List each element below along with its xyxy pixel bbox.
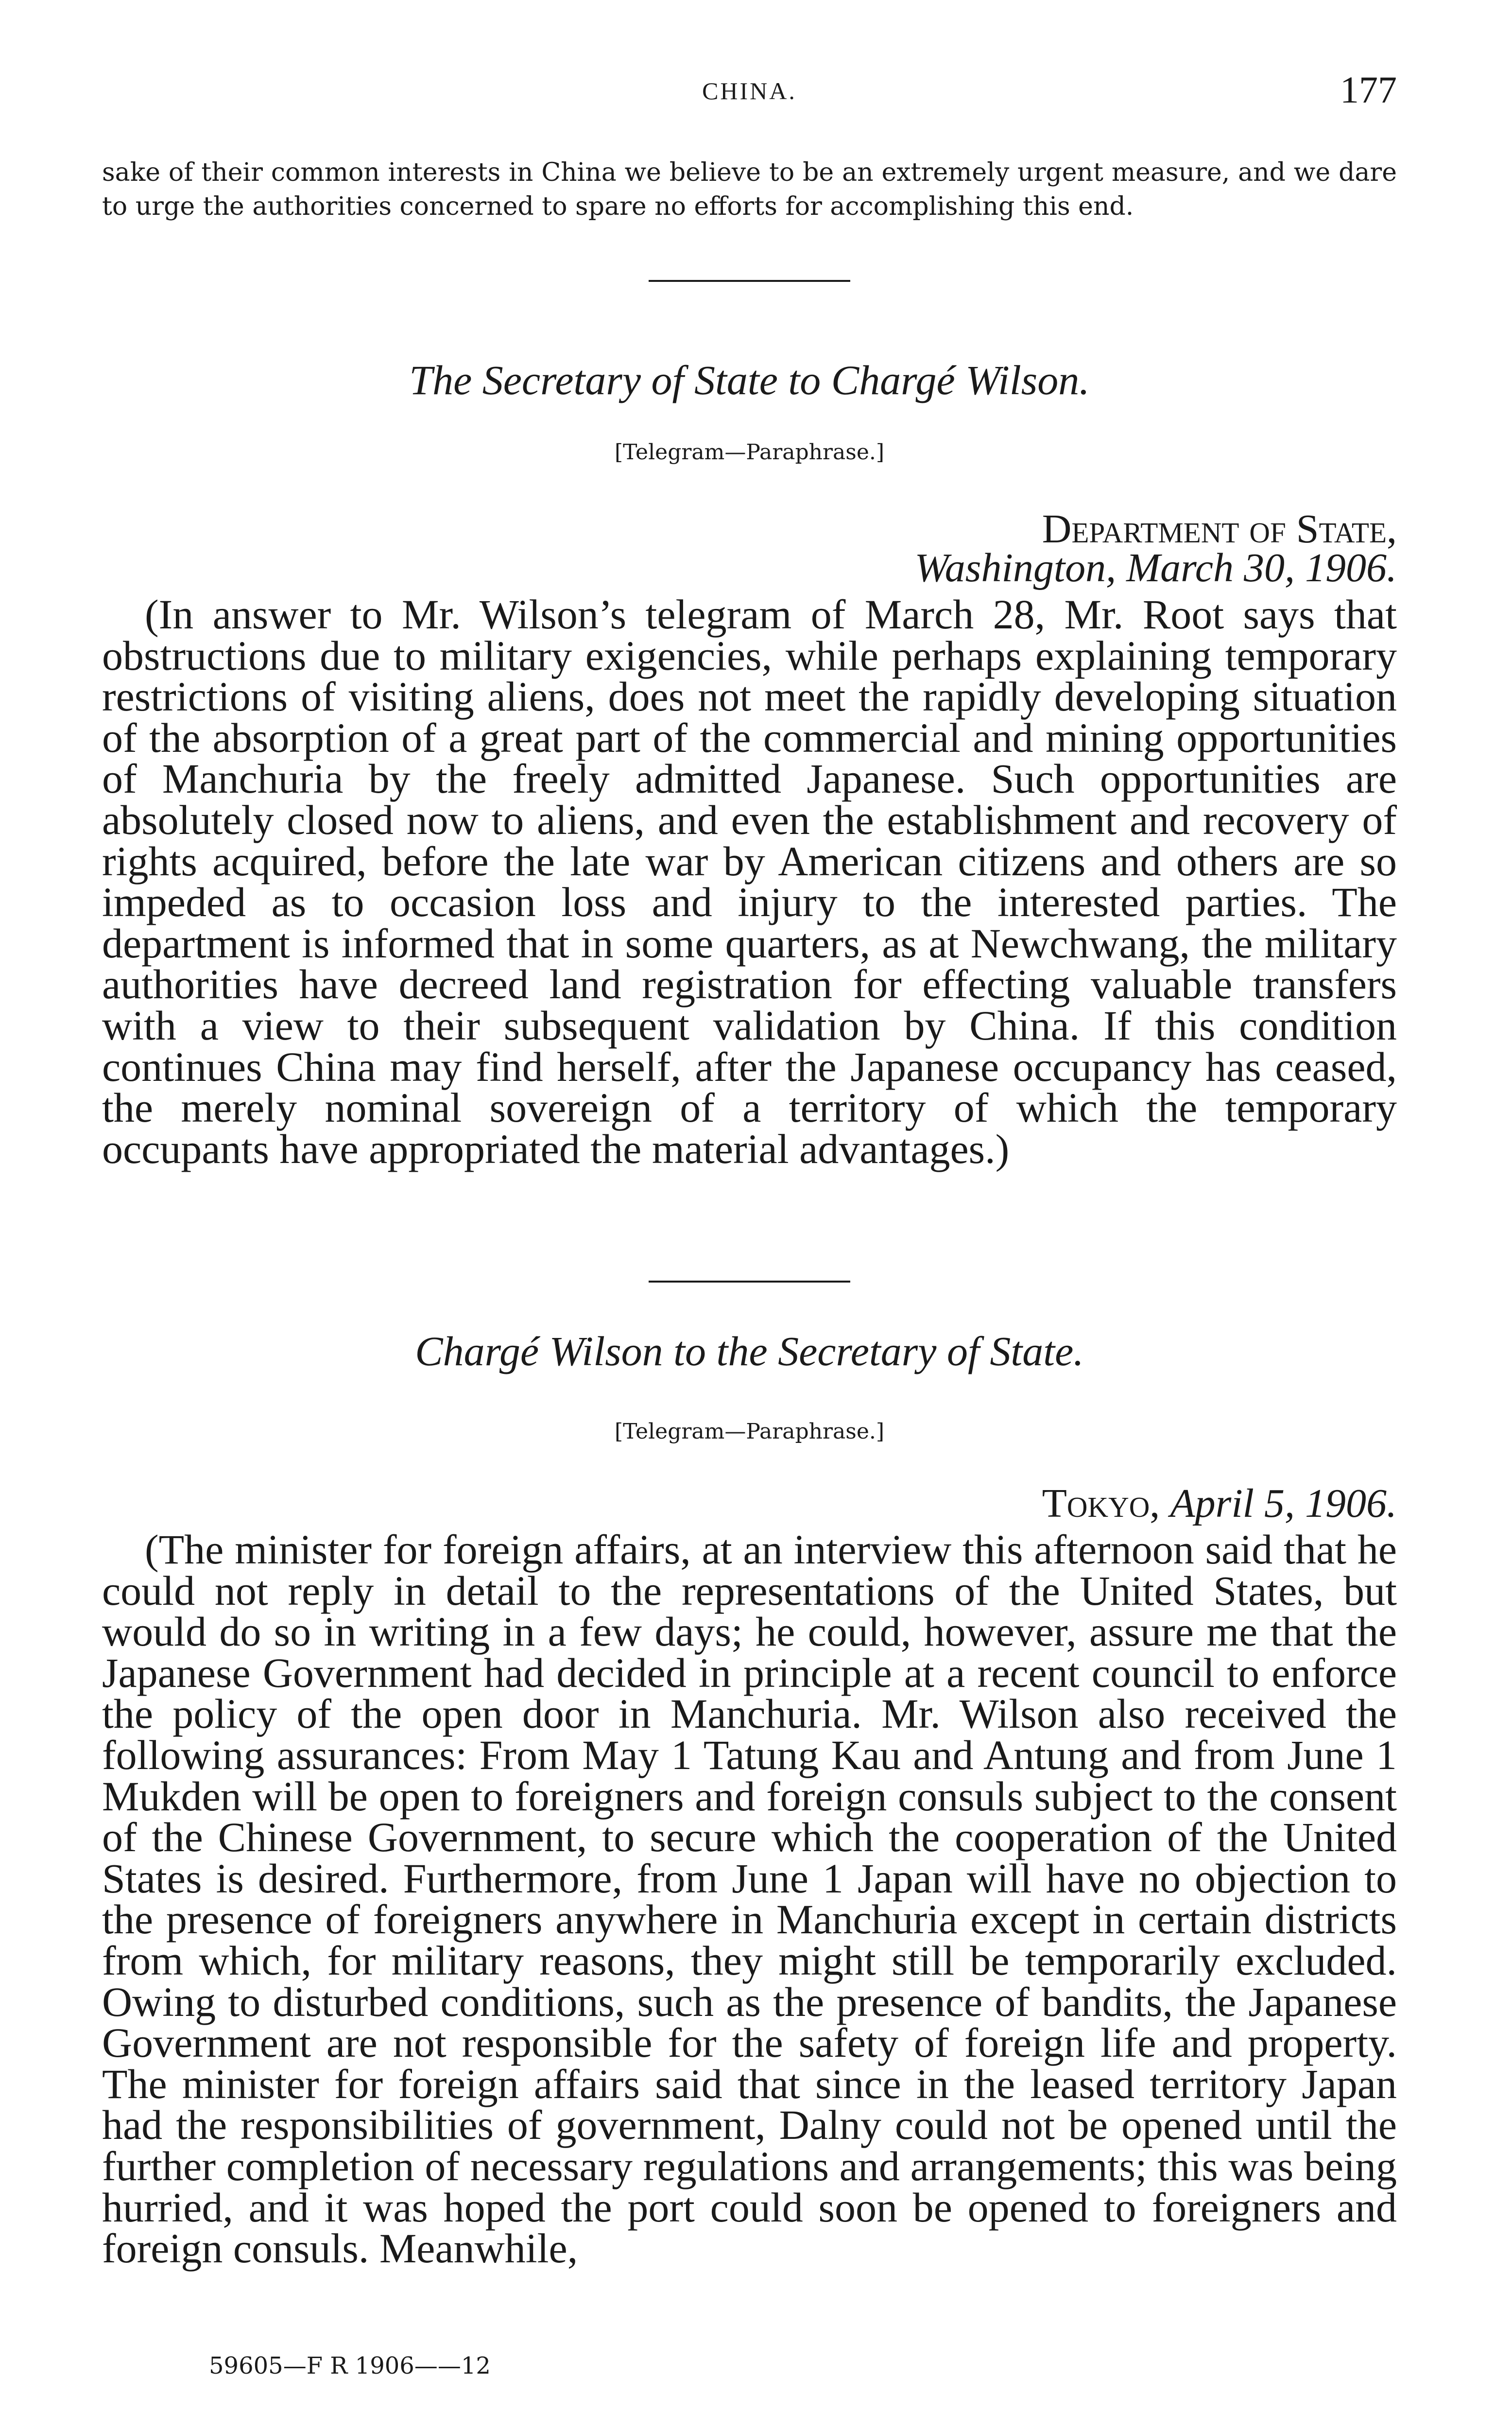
sender-line: Department of State, (1042, 506, 1397, 552)
document-body-2 (102, 1526, 1397, 2272)
document-body-1 (102, 591, 1397, 1172)
body-text-2: (The minister for foreign affairs, at an interview this afternoon said that he could not reply in detail to the representations of the United States, but would do so in writing in a few days; he could, however, assure me that the Japanese Government had decided in principle at a recent council to enforce the policy of the open door in Manchuria. Mr. Wilson also received the following assurances: From May 1 Tatung Kau and Antung and from June 1 Mukden will be open to foreigners and foreign consuls subject to the consent of the Chinese Government, to secure which the cooperation of the United States is desired. Furthermore, from June 1 Japan will have no objection to the presence of foreigners anywhere in Manchuria except in certain districts from which, for military reasons, they might still be temporarily excluded. Owing to disturbed conditions, such as the presence of bandits, the Japanese Government are not responsible for the safety of foreign life and property. The minister for foreign affairs said that since in the leased territory Japan had the responsibilities of government, Dalny could not be opened until the further completion of necessary regulations and arrangements; this was being hurried, and it was hoped the port could soon be opened to foreigners and foreign consuls. Meanwhile, (102, 1526, 1397, 2272)
place-date-line-1: Washington, March 30, 1906. (914, 545, 1397, 590)
section-divider (649, 280, 850, 282)
section-divider (649, 1281, 850, 1283)
continuation-paragraph: sake of their common interests in China we believe to be an extremely urgent measure, and we dare to urge the authorities concerned to spare no efforts for accomplishing this end. (102, 158, 1397, 221)
signature-mark: 59605—F R 1906——12 (209, 2352, 491, 2379)
date: April 5, 1906. (1170, 1481, 1397, 1526)
place: Tokyo, (1042, 1481, 1160, 1526)
page-number: 177 (1340, 69, 1397, 111)
document-heading-2: Chargé Wilson to the Secretary of State. (415, 1328, 1084, 1374)
running-head (102, 68, 1397, 112)
telegram-note-2: [Telegram—Paraphrase.] (614, 1419, 885, 1444)
running-title: CHINA. (702, 77, 797, 104)
body-text-1: (In answer to Mr. Wilson’s telegram of March 28, Mr. Root says that obstructions due to military exigencies, while perhaps explaining temporary restrictions of visiting aliens, does not meet the rapidly developing situation of the absorption of a great part of the commercial and mining opportunities of Manchuria by the freely admitted Japanese. Such opportunities are absolutely closed now to aliens, and even the establishment and recovery of rights acquired, before the late war by American citizens and others are so impeded as to occasion loss and injury to the interested parties. The department is informed that in some quarters, as at Newchwang, the military authorities have decreed land registration for effecting valuable transfers with a view to their subsequent validation by China. If this condition continues China may find herself, after the Japanese occupancy has ceased, the merely nominal sovereign of a territory of which the temporary occupants have appropriated the material advantages.) (102, 591, 1397, 1172)
document-heading-1: The Secretary of State to Chargé Wilson. (409, 357, 1090, 403)
place-date-line-2 (1042, 1480, 1397, 1527)
telegram-note-1: [Telegram—Paraphrase.] (614, 440, 885, 465)
